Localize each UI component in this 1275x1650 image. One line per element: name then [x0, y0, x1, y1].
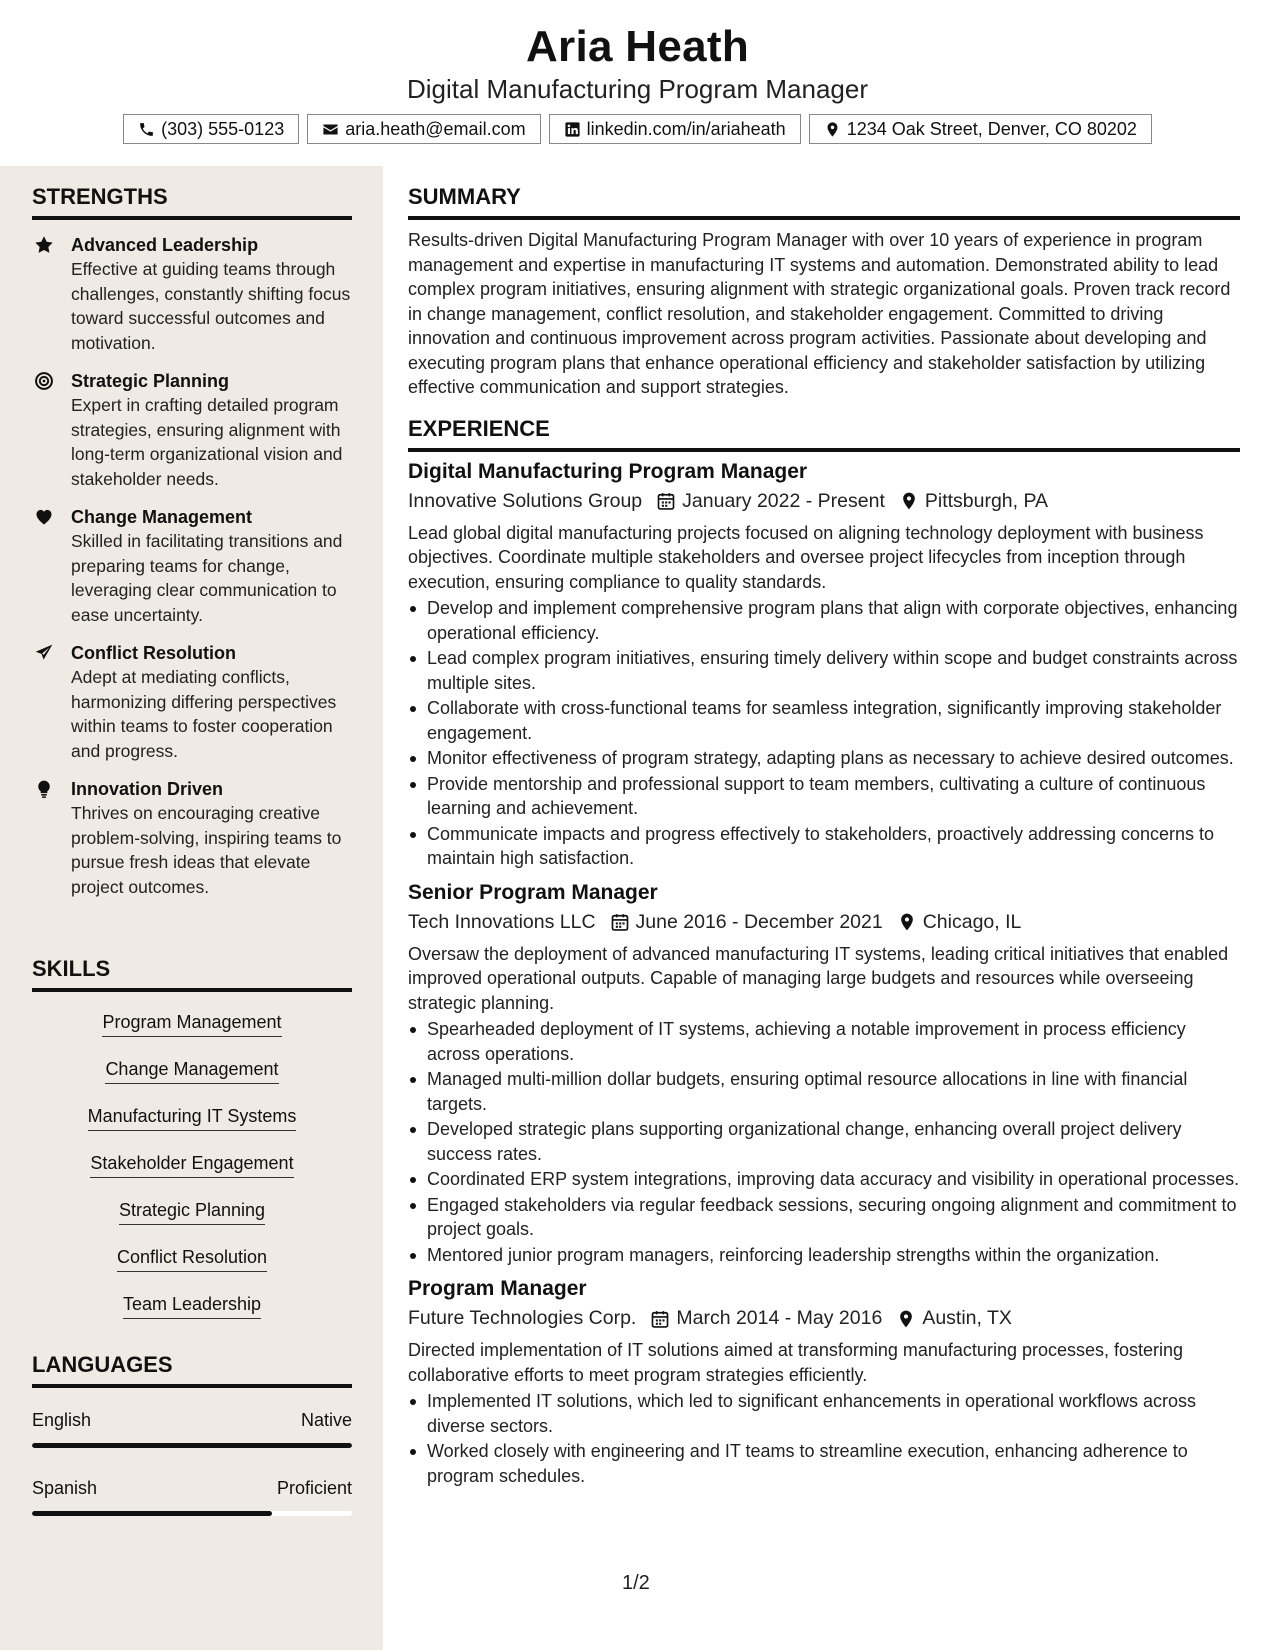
strength-title: Conflict Resolution	[71, 643, 236, 663]
strength-desc: Thrives on encouraging creative problem-solving, inspiring teams to pursue fresh ideas that elevate project outcomes.	[71, 803, 342, 897]
job-bullet: Lead complex program initiatives, ensuring timely delivery within scope and budget constraints across multiple sites.	[408, 646, 1240, 695]
job-bullets	[408, 596, 1240, 871]
strength-desc: Expert in crafting detailed program strategies, ensuring alignment with long-term organizational vision and stakeholder needs.	[71, 395, 343, 489]
contact-phone-text: (303) 555-0123	[161, 118, 285, 139]
map-pin-icon	[899, 491, 919, 511]
language-level: Native	[300, 1410, 352, 1430]
job-meta	[408, 911, 1240, 934]
calendar-icon	[650, 1309, 670, 1329]
language-level: Proficient	[276, 1478, 352, 1498]
job-description: Oversaw the deployment of advanced manufacturing IT systems, leading critical initiatives that enabled improved operational outputs. Capable of managing large budgets and resources while overseeing strategic planning.	[408, 943, 1229, 1013]
candidate-role: Digital Manufacturing Program Manager	[407, 74, 868, 104]
language-bar-fill	[32, 1443, 352, 1448]
job-bullet: Provide mentorship and professional support to team members, cultivating a culture of continuous learning and achievement.	[408, 772, 1240, 821]
contact-email-text: aria.heath@email.com	[345, 118, 526, 139]
calendar-icon	[656, 491, 676, 511]
job-bullet: Engaged stakeholders via regular feedback sessions, securing ongoing alignment and commitment to project goals.	[408, 1193, 1240, 1242]
job-location: Austin, TX	[922, 1307, 1012, 1329]
main-content	[408, 166, 1240, 1489]
skills-title: SKILLS	[32, 956, 352, 992]
map-pin-icon	[897, 912, 917, 932]
strength-desc: Adept at mediating conflicts, harmonizing differing perspectives within teams to foster cooperation and progress.	[71, 667, 337, 761]
languages-title: LANGUAGES	[32, 1352, 352, 1388]
strengths-section	[32, 184, 352, 913]
job-entry	[408, 881, 1240, 1268]
job-bullet: Developed strategic plans supporting organizational change, enhancing overall project delivery success rates.	[408, 1117, 1240, 1166]
candidate-name: Aria Heath	[525, 22, 750, 71]
job-company: Innovative Solutions Group	[408, 489, 643, 512]
job-bullet: Communicate impacts and progress effectively to stakeholders, proactively addressing concerns to maintain high satisfaction.	[408, 822, 1240, 871]
contact-address-text: 1234 Oak Street, Denver, CO 80202	[846, 118, 1137, 139]
contact-linkedin-text: linkedin.com/in/ariaheath	[586, 118, 786, 139]
job-bullets	[408, 1389, 1240, 1488]
skill-item: Conflict Resolution	[117, 1241, 267, 1272]
experience-title: EXPERIENCE	[408, 416, 1240, 452]
skill-item: Change Management	[105, 1053, 278, 1084]
page-number: 1/2	[622, 1572, 650, 1594]
contact-phone[interactable]	[123, 114, 299, 144]
skills-section	[32, 956, 352, 1335]
job-bullet: Spearheaded deployment of IT systems, achieving a notable improvement in process efficiency across operations.	[408, 1017, 1240, 1066]
language-bar	[32, 1443, 352, 1448]
language-bar	[32, 1511, 352, 1516]
strength-title: Change Management	[71, 507, 253, 527]
sidebar	[0, 166, 383, 1650]
language-name: English	[32, 1410, 92, 1430]
star-icon	[34, 235, 54, 255]
paper-plane-icon	[34, 643, 54, 663]
job-dates: January 2022 - Present	[682, 489, 885, 512]
job-description: Directed implementation of IT solutions aimed at transforming manufacturing processes, fostering collaborative efforts to meet program strategies efficiently.	[408, 1340, 1184, 1385]
summary-text: Results-driven Digital Manufacturing Program Manager with over 10 years of experience in program management and expertise in manufacturing IT systems and automation. Demonstrated ability to lead complex program initiatives, ensuring alignment with strategic organizational goals. Proven track record in change management, conflict resolution, and stakeholder engagement. Committed to driving innovation and continuous improvement across program activities. Passionate about developing and executing program plans that enhance operational efficiency and stakeholder satisfaction by utilizing effective communication and support strategies.	[408, 230, 1231, 397]
job-bullet: Develop and implement comprehensive program plans that align with corporate objectives, enhancing operational efficiency.	[408, 596, 1240, 645]
job-company: Tech Innovations LLC	[408, 910, 596, 933]
job-bullet: Managed multi-million dollar budgets, ensuring optimal resource allocations in line with financial targets.	[408, 1067, 1240, 1116]
strength-item	[32, 777, 352, 899]
job-bullet: Mentored junior program managers, reinforcing leadership strengths within the organization.	[408, 1243, 1240, 1268]
strength-desc: Skilled in facilitating transitions and preparing teams for change, leveraging clear communication to ease uncertainty.	[71, 531, 343, 625]
language-bar-fill	[32, 1511, 272, 1516]
job-meta	[408, 490, 1240, 513]
linkedin-icon	[564, 121, 581, 138]
contact-linkedin[interactable]	[549, 114, 801, 144]
strength-item	[32, 505, 352, 627]
job-location: Pittsburgh, PA	[924, 489, 1049, 512]
skill-item: Stakeholder Engagement	[90, 1147, 293, 1178]
summary-title: SUMMARY	[408, 184, 1240, 220]
job-dates: March 2014 - May 2016	[676, 1307, 883, 1329]
language-item	[32, 1410, 352, 1448]
map-pin-icon	[824, 121, 841, 138]
job-bullet: Monitor effectiveness of program strategy, adapting plans as necessary to achieve desired outcomes.	[408, 746, 1240, 771]
summary-section	[408, 184, 1240, 400]
skills-list	[32, 1006, 352, 1335]
resume-header	[0, 0, 1275, 166]
envelope-icon	[322, 121, 339, 138]
job-bullets	[408, 1017, 1240, 1267]
lightbulb-icon	[34, 779, 54, 799]
skill-item: Program Management	[102, 1006, 281, 1037]
strength-desc: Effective at guiding teams through challenges, constantly shifting focus toward successful outcomes and motivation.	[71, 259, 351, 353]
skill-item: Strategic Planning	[119, 1194, 265, 1225]
strength-title: Advanced Leadership	[71, 235, 259, 255]
strength-title: Strategic Planning	[71, 371, 230, 391]
strength-item	[32, 233, 352, 355]
job-title: Program Manager	[408, 1277, 587, 1300]
language-name: Spanish	[32, 1478, 98, 1498]
skill-item: Team Leadership	[123, 1288, 261, 1319]
language-item	[32, 1478, 352, 1516]
job-meta	[408, 1307, 1240, 1330]
contact-address[interactable]	[809, 114, 1152, 144]
map-pin-icon	[896, 1309, 916, 1329]
languages-section	[32, 1352, 352, 1516]
calendar-icon	[610, 912, 630, 932]
phone-icon	[138, 121, 155, 138]
job-company: Future Technologies Corp.	[408, 1307, 637, 1329]
job-location: Chicago, IL	[922, 910, 1022, 933]
job-title: Digital Manufacturing Program Manager	[408, 459, 808, 483]
job-bullet: Implemented IT solutions, which led to significant enhancements in operational workflows across diverse sectors.	[408, 1389, 1240, 1438]
job-bullet: Coordinated ERP system integrations, improving data accuracy and visibility in operational processes.	[408, 1167, 1240, 1192]
skill-item: Manufacturing IT Systems	[88, 1100, 297, 1131]
heart-icon	[34, 507, 54, 527]
contact-email[interactable]	[307, 114, 540, 144]
job-description: Lead global digital manufacturing projects focused on aligning technology deployment with business objectives. Coordinate multiple stakeholders and oversee project lifecycles from inception through execution, ensuring compliance to quality standards.	[408, 522, 1204, 592]
strength-item	[32, 641, 352, 763]
job-entry	[408, 1277, 1240, 1488]
job-entry	[408, 460, 1240, 871]
experience-section	[408, 416, 1240, 1489]
job-title: Senior Program Manager	[408, 880, 658, 904]
job-dates: June 2016 - December 2021	[635, 910, 883, 933]
strengths-title: STRENGTHS	[32, 184, 352, 220]
strength-title: Innovation Driven	[71, 779, 224, 799]
contact-bar	[0, 114, 1275, 144]
strength-item	[32, 369, 352, 491]
job-bullet: Collaborate with cross-functional teams for seamless integration, significantly improving stakeholder engagement.	[408, 696, 1240, 745]
job-bullet: Worked closely with engineering and IT teams to streamline execution, enhancing adherence to program schedules.	[408, 1439, 1240, 1488]
target-icon	[34, 371, 54, 391]
